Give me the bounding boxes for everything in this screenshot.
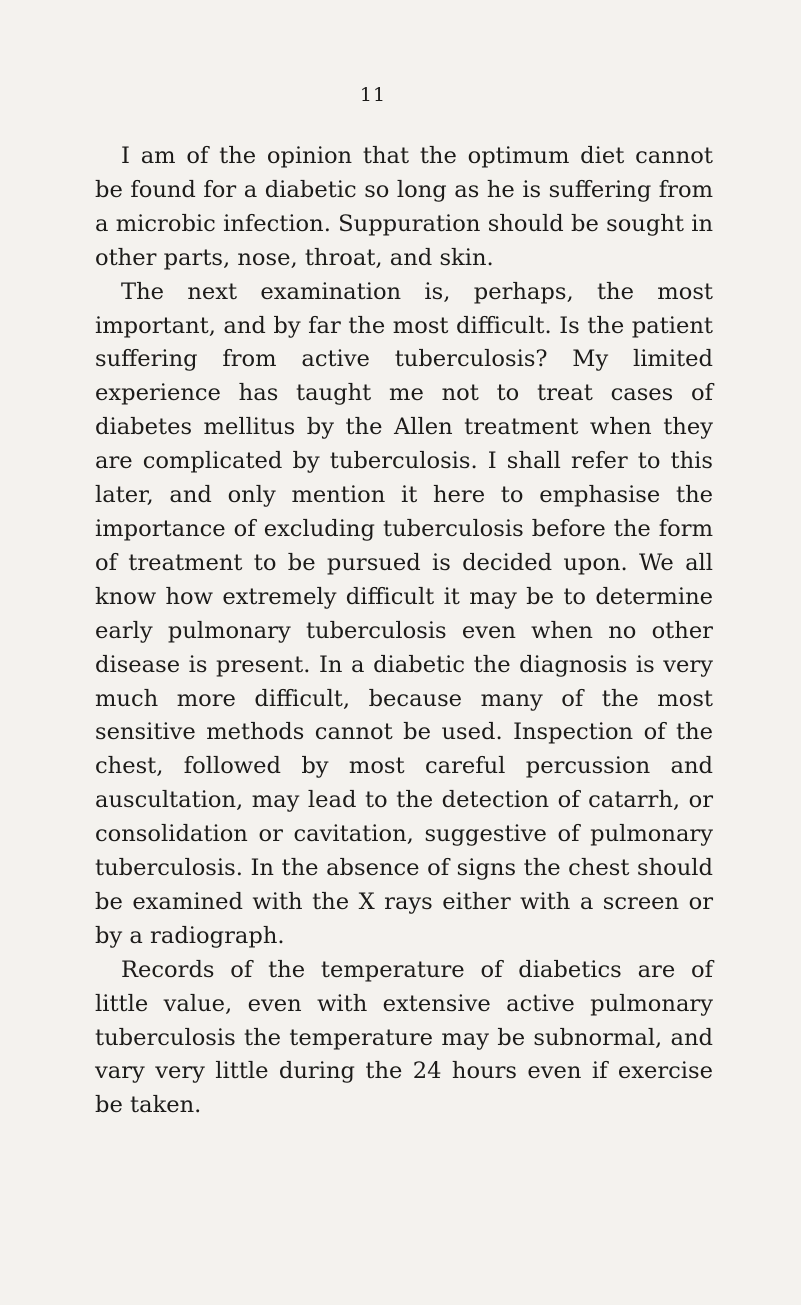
page-number: 11 [359, 84, 387, 106]
paragraph-tuberculosis-examination: The next examination is, perhaps, the most important, and by far the most difficult. Is the patient suffering from active tuberculosis? My limited experience has taught me not to treat cases of diabetes mellitus by the Allen treatment when they are complicated by tuberculosis. I shall refer to this later, and only mention it here to emphasise the importance of excluding tuberculosis before the form of treatment to be pursued is decided upon. We all know how extremely difficult it may be to determine early pulmonary tuberculosis even when no other disease is present. In a diabetic the diagnosis is very much more difficult, because many of the most sensitive methods cannot be used. Inspection of the chest, followed by most careful percussion and auscultation, may lead to the detection of catarrh, or consolidation or cavitation, suggestive of pulmonary tuberculosis. In the absence of signs the chest should be examined with the X rays either with a screen or by a radiograph. [95, 278, 713, 949]
body-text [95, 140, 713, 1123]
paragraph-optimum-diet: I am of the opinion that the optimum diet cannot be found for a diabetic so long as he is suffering from a microbic infection. Suppuration should be sought in other parts, nose, throat, and skin. [95, 143, 713, 271]
paragraph-temperature-records: Records of the temperature of diabetics are of little value, even with extensive active pulmonary tuberculosis the temperature may be subnormal, and vary very little during the 24 hours even if exercise be taken. [95, 956, 713, 1119]
